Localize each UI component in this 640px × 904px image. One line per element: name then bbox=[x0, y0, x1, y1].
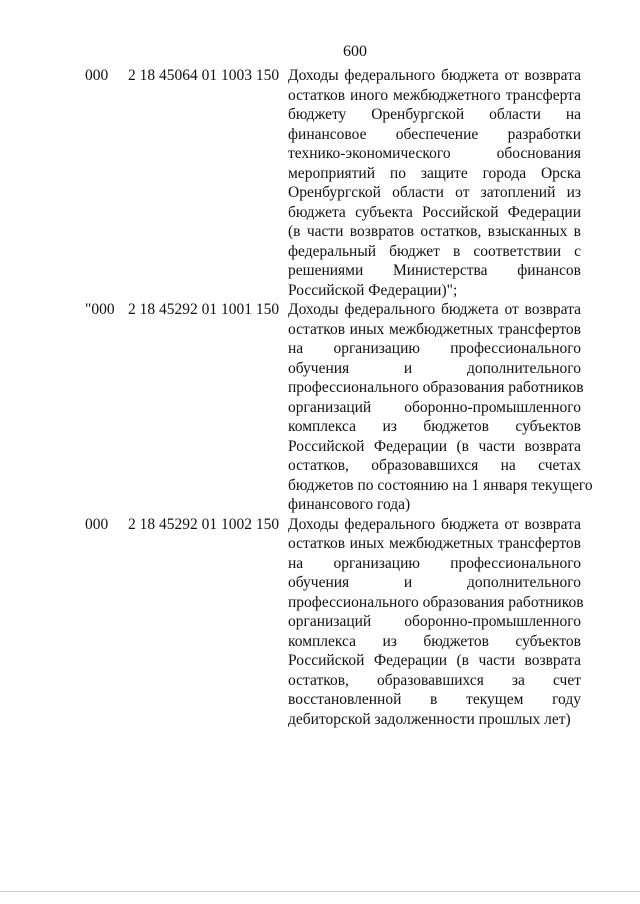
description-line: профессионального образования работников bbox=[288, 379, 584, 396]
description-line: остатков, образовавшихся на счетах bbox=[288, 457, 581, 474]
description-line: Российской Федерации (в части возврата bbox=[288, 652, 581, 669]
description-line: комплекса из бюджетов субъектов bbox=[288, 632, 581, 650]
admin-code: 000 bbox=[85, 515, 109, 533]
description-line: Российской Федерации (в части возврата bbox=[288, 437, 581, 455]
description-line: на организацию профессионального bbox=[288, 554, 581, 572]
description-line: финансового года) bbox=[288, 496, 411, 513]
description-line: профессионального образования работников bbox=[288, 593, 584, 611]
description-line: федеральный бюджет в соответствии с bbox=[288, 242, 581, 260]
admin-code: "000 bbox=[85, 301, 115, 318]
income-codes-list bbox=[0, 66, 640, 729]
description-line: восстановленной в текущем году bbox=[288, 691, 581, 708]
description-line: (в части возвратов остатков, взысканных в bbox=[288, 223, 581, 240]
income-code-entry bbox=[0, 66, 640, 300]
description-line: обучения и дополнительного bbox=[288, 359, 581, 377]
income-code: 2 18 45292 01 1002 150 bbox=[128, 515, 280, 533]
income-code: 2 18 45064 01 1003 150 bbox=[128, 67, 280, 84]
income-code-entry bbox=[0, 515, 640, 730]
description-line: Доходы федерального бюджета от возврата bbox=[288, 67, 581, 84]
description-line: обучения и дополнительного bbox=[288, 574, 581, 591]
description-line: мероприятий по защите города Орска bbox=[288, 164, 581, 182]
income-code: 2 18 45292 01 1001 150 bbox=[128, 301, 280, 318]
description-line: остатков иных межбюджетных трансфертов bbox=[288, 320, 581, 338]
description-line: организаций оборонно-промышленного bbox=[288, 398, 581, 416]
description-line: на организацию профессионального bbox=[288, 340, 581, 357]
description-line: организаций оборонно-промышленного bbox=[288, 613, 581, 630]
description-line: Оренбургской области от затоплений из bbox=[288, 184, 581, 201]
description-line: бюджетов по состоянию на 1 января текущего bbox=[288, 476, 593, 494]
income-code-entry bbox=[0, 300, 640, 515]
description-line: технико-экономического обоснования bbox=[288, 145, 581, 162]
income-description bbox=[288, 300, 593, 515]
description-line: остатков иных межбюджетных трансфертов bbox=[288, 535, 581, 552]
description-line: решениями Министерства финансов bbox=[288, 262, 581, 279]
description-line: финансовое обеспечение разработки bbox=[288, 125, 581, 143]
description-line: Доходы федерального бюджета от возврата bbox=[288, 301, 581, 318]
income-description bbox=[288, 66, 581, 300]
description-line: бюджета субъекта Российской Федерации bbox=[288, 203, 581, 221]
description-line: остатков иного межбюджетного трансферта bbox=[288, 86, 581, 104]
page-edge-line bbox=[0, 891, 640, 892]
description-line: дебиторской задолженности прошлых лет) bbox=[288, 710, 571, 728]
admin-code: 000 bbox=[85, 67, 109, 84]
description-line: комплекса из бюджетов субъектов bbox=[288, 418, 581, 435]
description-line: Российской Федерации)"; bbox=[288, 281, 458, 299]
page-number: 600 bbox=[343, 43, 367, 60]
description-line: бюджету Оренбургской области на bbox=[288, 106, 581, 123]
income-description bbox=[288, 515, 584, 730]
description-line: остатков, образовавшихся за счет bbox=[288, 671, 581, 689]
description-line: Доходы федерального бюджета от возврата bbox=[288, 515, 581, 533]
